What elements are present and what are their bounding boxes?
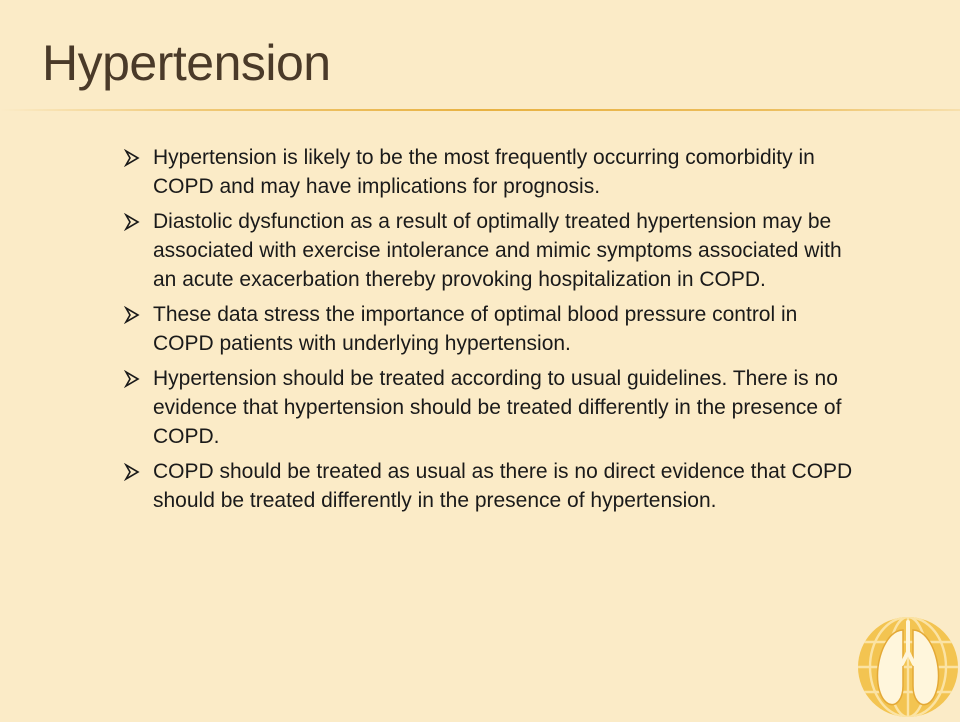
bullet-item — [123, 207, 858, 294]
arrowhead-bullet-icon — [123, 463, 141, 481]
arrowhead-bullet-icon — [123, 149, 141, 167]
bullet-text: COPD should be treated as usual as there is no direct evidence that COPD should be treated differently in the presence of hypertension. — [153, 460, 853, 512]
bullet-item — [123, 300, 858, 358]
title-divider — [0, 109, 960, 111]
arrowhead-bullet-icon — [123, 213, 141, 231]
bullet-text: Hypertension should be treated according to usual guidelines. There is no evidence that hypertension should be treated differently in the presence of COPD. — [153, 367, 842, 448]
bullet-item — [123, 364, 858, 451]
bullet-text: These data stress the importance of optimal blood pressure control in COPD patients with underlying hypertension. — [153, 303, 798, 355]
gold-lungs-globe-logo-icon — [853, 612, 960, 722]
bullet-text: Hypertension is likely to be the most frequently occurring comorbidity in COPD and may have implications for prognosis. — [153, 146, 815, 198]
arrowhead-bullet-icon — [123, 370, 141, 388]
bullet-text: Diastolic dysfunction as a result of optimally treated hypertension may be associated with exercise intolerance and mimic symptoms associated with an acute exacerbation thereby provoking hospitalization in COPD. — [153, 210, 842, 291]
bullet-list — [123, 143, 858, 521]
slide-title: Hypertension — [42, 35, 331, 91]
arrowhead-bullet-icon — [123, 306, 141, 324]
bullet-item — [123, 457, 858, 515]
bullet-item — [123, 143, 858, 201]
